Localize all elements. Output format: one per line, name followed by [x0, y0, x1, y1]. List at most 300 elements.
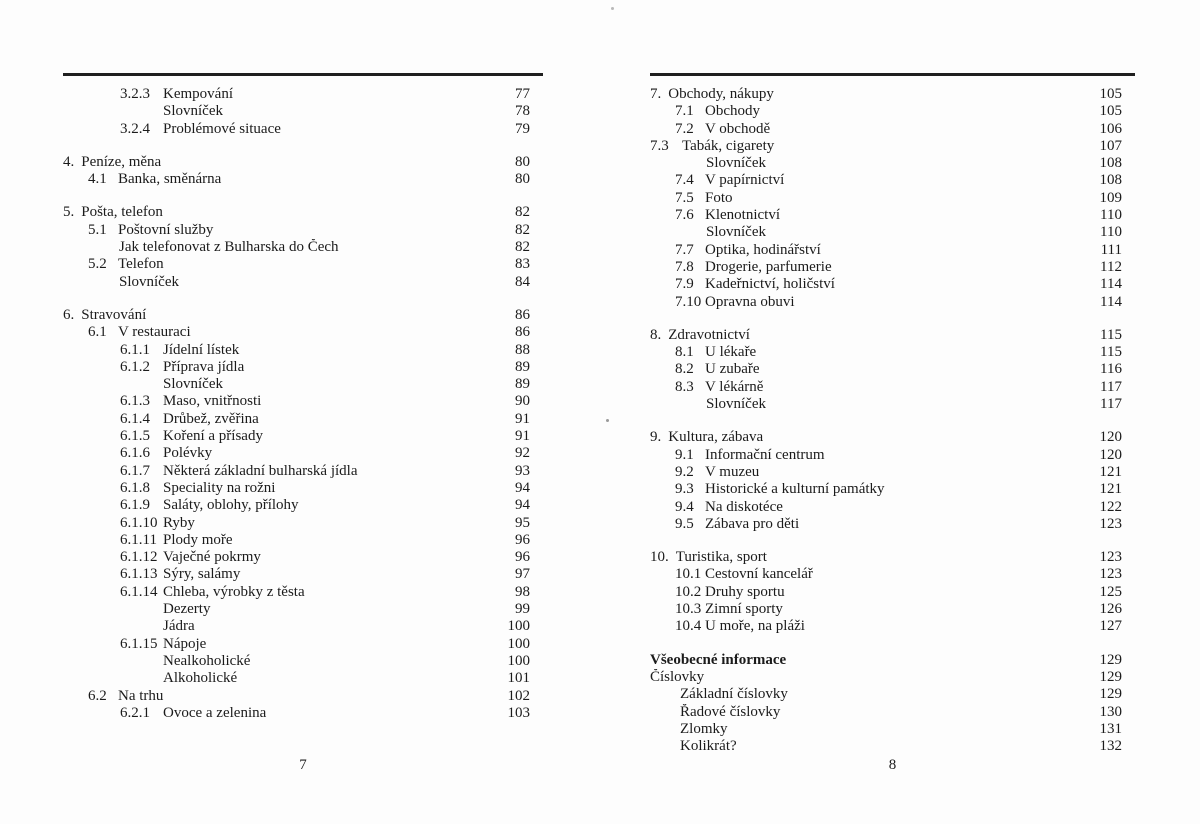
toc-row — [650, 172, 1135, 189]
toc-row — [63, 376, 543, 393]
toc-entry-label: Telefon — [118, 256, 164, 273]
toc-row — [63, 532, 543, 549]
toc-entry-number: 3.2.4 — [120, 120, 150, 137]
toc-entry-number: 3.2.3 — [120, 86, 150, 102]
toc-entry — [120, 532, 488, 549]
toc-row — [650, 121, 1135, 138]
toc-entry — [120, 463, 488, 480]
toc-entry — [675, 464, 1080, 481]
toc-entry-page: 100 — [507, 635, 530, 652]
toc-row — [650, 464, 1135, 481]
toc-entry-number: 6.1.2 — [120, 358, 150, 375]
toc-entry-label: Obchody — [705, 103, 760, 120]
toc-row — [63, 86, 543, 103]
toc-row — [63, 480, 543, 497]
toc-entry-label: Slovníček — [706, 224, 766, 241]
toc-entry-label: U lékaře — [705, 344, 757, 361]
toc-entry-page: 83 — [515, 256, 530, 273]
toc-entry-number: 10.1 — [675, 566, 702, 583]
toc-entry-number: 6.1.5 — [120, 428, 150, 445]
toc-row — [63, 705, 543, 722]
toc-row — [650, 190, 1135, 207]
toc-row — [63, 256, 543, 273]
toc-entry-label: Některá základní bulharská jídla — [163, 462, 358, 479]
toc-row — [650, 259, 1135, 276]
toc-entry-page: 116 — [1100, 361, 1122, 378]
toc-entry-number: 7.10 — [675, 293, 702, 310]
toc-entry-page: 114 — [1100, 293, 1122, 310]
toc-entry — [88, 324, 488, 341]
toc-row — [63, 688, 543, 705]
toc-entry-number: 7.7 — [675, 241, 694, 258]
toc-row — [63, 359, 543, 376]
toc-entry-label: Drogerie, parfumerie — [705, 258, 832, 275]
toc-row — [650, 294, 1135, 311]
toc-entry-label: Sýry, salámy — [163, 566, 241, 583]
toc-entry-label: Všeobecné informace — [650, 651, 787, 668]
toc-entry — [706, 155, 1080, 172]
toc-row — [63, 171, 543, 188]
toc-entry-label: Historické a kulturní památky — [705, 481, 885, 498]
toc-entry — [120, 393, 488, 410]
toc-entry-label: Dezerty — [163, 601, 211, 618]
toc-row — [650, 276, 1135, 293]
toc-entry-label: U moře, na pláži — [705, 618, 805, 635]
toc-row — [650, 669, 1135, 686]
toc-entry — [63, 154, 488, 171]
toc-entry — [120, 342, 488, 359]
toc-entry-number: 9.2 — [675, 463, 694, 480]
toc-entry — [88, 171, 488, 188]
toc-row — [63, 636, 543, 653]
toc-entry-page: 97 — [515, 566, 530, 583]
toc-row — [63, 204, 543, 221]
toc-entry-number: 8.2 — [675, 361, 694, 378]
toc-entry-page: 123 — [1099, 549, 1122, 566]
toc-entry — [120, 86, 488, 103]
toc-entry-page: 99 — [515, 601, 530, 618]
toc-entry — [120, 428, 488, 445]
toc-entry-page: 84 — [515, 273, 530, 290]
toc-entry — [675, 121, 1080, 138]
toc-entry-label: Peníze, měna — [81, 153, 162, 170]
toc-entry-number: 10.2 — [675, 583, 702, 600]
toc-entry-label: Polévky — [163, 445, 213, 462]
toc-entry-page: 105 — [1099, 103, 1122, 120]
toc-entry-page: 123 — [1099, 515, 1122, 532]
toc-entry-page: 78 — [515, 103, 530, 120]
toc-entry-page: 82 — [515, 204, 530, 221]
toc-entry-number: 7.2 — [675, 120, 694, 137]
toc-row — [650, 738, 1135, 755]
toc-entry-label: Poštovní služby — [118, 221, 214, 238]
toc-entry — [120, 636, 488, 653]
toc-entry-label: Cestovní kancelář — [705, 566, 813, 583]
toc-entry — [675, 379, 1080, 396]
toc-entry-page: 100 — [507, 618, 530, 635]
toc-row — [63, 411, 543, 428]
toc-entry-page: 108 — [1099, 172, 1122, 189]
toc-entry — [120, 515, 488, 532]
toc-entry-page: 92 — [515, 445, 530, 462]
toc-entry — [680, 738, 1080, 755]
toc-entry — [120, 121, 488, 138]
toc-entry-label: Řadové číslovky — [680, 703, 781, 720]
toc-row — [63, 601, 543, 618]
toc-row — [63, 121, 543, 138]
toc-entry — [675, 566, 1080, 583]
toc-entry-label: Kultura, zábava — [668, 429, 764, 446]
toc-row — [650, 686, 1135, 703]
toc-entry — [88, 688, 488, 705]
toc-entry-page: 130 — [1099, 703, 1122, 720]
toc-row — [63, 463, 543, 480]
toc-entry-page: 110 — [1100, 224, 1122, 241]
toc-entry-label: Maso, vnitřnosti — [163, 393, 262, 410]
toc-entries — [650, 86, 1135, 755]
toc-entry-label: Jídelní lístek — [163, 341, 240, 358]
toc-entry-page: 82 — [515, 221, 530, 238]
toc-entry-number: 6.1.13 — [120, 566, 158, 583]
toc-entry-page: 115 — [1100, 344, 1122, 361]
toc-entry-number: 6.1.11 — [120, 531, 157, 548]
toc-row — [63, 670, 543, 687]
toc-entry-number: 6.1.14 — [120, 583, 158, 600]
toc-row — [63, 445, 543, 462]
toc-entry — [120, 566, 488, 583]
toc-row — [63, 274, 543, 291]
toc-row — [63, 154, 543, 171]
toc-row — [650, 652, 1135, 669]
toc-entry-page: 91 — [515, 428, 530, 445]
toc-row — [63, 342, 543, 359]
toc-entry-label: Obchody, nákupy — [668, 86, 774, 102]
toc-row — [650, 155, 1135, 172]
toc-row — [63, 324, 543, 341]
toc-entry-number: 9.4 — [675, 498, 694, 515]
toc-entry-page: 102 — [507, 687, 530, 704]
toc-entry — [119, 274, 488, 291]
toc-entry-page: 88 — [515, 341, 530, 358]
toc-entry-label: Kolikrát? — [680, 738, 737, 755]
toc-entry — [680, 686, 1080, 703]
toc-row — [63, 393, 543, 410]
toc-entry-number: 8. — [650, 326, 662, 343]
toc-entry-label: Ryby — [163, 514, 195, 531]
toc-entry-page: 129 — [1099, 668, 1122, 685]
toc-entry-number: 6.1.12 — [120, 549, 158, 566]
toc-entry-number: 6.2.1 — [120, 704, 150, 721]
toc-entry — [675, 207, 1080, 224]
toc-entry-label: Turistika, sport — [675, 549, 767, 566]
toc-entry-number: 6.1.4 — [120, 410, 150, 427]
toc-entry-label: Banka, směnárna — [118, 171, 222, 188]
toc-entry-page: 132 — [1099, 738, 1122, 755]
toc-entry-label: V restauraci — [118, 324, 191, 341]
page-number-footer: 8 — [888, 757, 897, 773]
toc-entry — [675, 276, 1080, 293]
toc-entry-page: 108 — [1099, 155, 1122, 172]
toc-entry — [680, 721, 1080, 738]
toc-entry-label: Foto — [705, 189, 733, 206]
toc-entry-label: V muzeu — [705, 463, 760, 480]
toc-entry-label: Stravování — [81, 306, 147, 323]
toc-entry — [163, 376, 488, 393]
toc-entry-page: 93 — [515, 462, 530, 479]
toc-entry — [88, 256, 488, 273]
toc-entry-number: 6.1.1 — [120, 341, 150, 358]
toc-entry-label: Opravna obuvi — [705, 293, 795, 310]
toc-row — [650, 379, 1135, 396]
toc-entry-label: Druhy sportu — [705, 583, 785, 600]
toc-entry-page: 105 — [1099, 86, 1122, 102]
toc-entry — [650, 138, 1080, 155]
toc-row — [650, 327, 1135, 344]
toc-entry-number: 6.1.15 — [120, 635, 158, 652]
toc-entry-label: Kadeřnictví, holičství — [705, 276, 835, 293]
toc-entry-page: 129 — [1099, 651, 1122, 668]
toc-entry-number: 8.1 — [675, 344, 694, 361]
toc-entry-page: 120 — [1099, 446, 1122, 463]
toc-entry-page: 79 — [515, 120, 530, 137]
toc-entry-page: 129 — [1099, 686, 1122, 703]
toc-row — [650, 429, 1135, 446]
toc-entry-page: 96 — [515, 531, 530, 548]
toc-entry-label: Ovoce a zelenina — [163, 704, 267, 721]
toc-entry-label: Slovníček — [706, 396, 766, 413]
spacer — [63, 291, 543, 307]
toc-entry — [120, 549, 488, 566]
toc-entry-label: Speciality na rožni — [163, 479, 276, 496]
toc-entry-label: Nealkoholické — [163, 652, 251, 669]
toc-row — [63, 653, 543, 670]
toc-entry-number: 6. — [63, 306, 75, 323]
toc-entry-number: 10.4 — [675, 618, 702, 635]
toc-row — [650, 481, 1135, 498]
toc-entry-label: Saláty, oblohy, přílohy — [163, 497, 299, 514]
toc-row — [650, 242, 1135, 259]
toc-row — [63, 549, 543, 566]
toc-row — [63, 239, 543, 256]
toc-row — [650, 361, 1135, 378]
spacer — [650, 311, 1135, 327]
toc-entry-label: Základní číslovky — [680, 686, 788, 703]
toc-entry-label: Na diskotéce — [705, 498, 783, 515]
toc-entry-page: 107 — [1099, 137, 1122, 154]
toc-page-right — [650, 73, 1135, 773]
toc-entry — [706, 224, 1080, 241]
spacer — [63, 188, 543, 204]
toc-entry — [120, 480, 488, 497]
toc-entry — [63, 204, 488, 221]
toc-entry-label: V lékárně — [705, 378, 764, 395]
toc-entry — [88, 222, 488, 239]
toc-row — [63, 222, 543, 239]
header-rule — [650, 73, 1135, 76]
toc-entry-page: 121 — [1099, 463, 1122, 480]
toc-entry-label: U zubaře — [705, 361, 760, 378]
toc-entry-page: 120 — [1099, 429, 1122, 446]
toc-entry — [675, 516, 1080, 533]
toc-entry — [675, 361, 1080, 378]
toc-row — [63, 428, 543, 445]
toc-row — [650, 499, 1135, 516]
toc-entry-label: Zlomky — [680, 720, 728, 737]
toc-row — [650, 224, 1135, 241]
toc-entry-label: Problémové situace — [163, 120, 281, 137]
toc-row — [63, 618, 543, 635]
toc-entry-page: 89 — [515, 376, 530, 393]
toc-entry-number: 7.4 — [675, 172, 694, 189]
toc-entry-page: 125 — [1099, 583, 1122, 600]
toc-entry — [675, 190, 1080, 207]
spacer — [650, 636, 1135, 652]
toc-entry-number: 6.1.3 — [120, 393, 150, 410]
toc-entry-page: 82 — [515, 239, 530, 256]
toc-entry — [650, 549, 1080, 566]
toc-entry-number: 7.5 — [675, 189, 694, 206]
toc-entry-label: Plody moře — [163, 531, 233, 548]
toc-entry-page: 103 — [507, 704, 530, 721]
toc-row — [650, 601, 1135, 618]
toc-entry-label: Vaječné pokrmy — [163, 549, 261, 566]
toc-row — [63, 497, 543, 514]
toc-entry-label: Zdravotnictví — [668, 326, 750, 343]
toc-entry-page: 101 — [507, 670, 530, 687]
toc-entry — [675, 103, 1080, 120]
toc-entry-label: Slovníček — [706, 155, 766, 172]
toc-entry-label: Klenotnictví — [705, 207, 780, 224]
toc-row — [650, 396, 1135, 413]
toc-entry-page: 114 — [1100, 276, 1122, 293]
toc-entry-label: Na trhu — [118, 687, 164, 704]
toc-entry — [163, 103, 488, 120]
toc-entry — [120, 359, 488, 376]
toc-entry — [650, 327, 1080, 344]
toc-row — [650, 721, 1135, 738]
toc-entry-number: 6.1.9 — [120, 497, 150, 514]
toc-entry-page: 110 — [1100, 207, 1122, 224]
toc-entry — [163, 618, 488, 635]
toc-entry-page: 86 — [515, 324, 530, 341]
toc-entry-number: 9. — [650, 429, 662, 446]
toc-entry-number: 7. — [650, 86, 662, 102]
toc-entry-page: 123 — [1099, 566, 1122, 583]
toc-entry-page: 111 — [1100, 241, 1122, 258]
toc-row — [63, 103, 543, 120]
toc-entry-number: 6.1.10 — [120, 514, 158, 531]
scan-speck — [606, 419, 609, 422]
toc-row — [650, 566, 1135, 583]
toc-entry-number: 7.6 — [675, 207, 694, 224]
toc-row — [63, 515, 543, 532]
spacer — [650, 413, 1135, 429]
toc-row — [650, 618, 1135, 635]
toc-row — [650, 549, 1135, 566]
toc-entry-number: 9.5 — [675, 515, 694, 532]
toc-entry-label: Slovníček — [119, 273, 179, 290]
toc-entry-number: 7.8 — [675, 258, 694, 275]
toc-entry-number: 6.2 — [88, 687, 107, 704]
toc-entry — [675, 584, 1080, 601]
toc-entry-page: 117 — [1100, 378, 1122, 395]
toc-entry-number: 9.1 — [675, 446, 694, 463]
toc-entry — [680, 704, 1080, 721]
toc-entry-number: 9.3 — [675, 481, 694, 498]
toc-entry-page: 112 — [1100, 258, 1122, 275]
toc-entry-label: Tabák, cigarety — [682, 137, 775, 154]
toc-entry-page: 94 — [515, 497, 530, 514]
toc-row — [650, 138, 1135, 155]
toc-entry — [650, 652, 1080, 669]
toc-entry — [675, 481, 1080, 498]
toc-entry-page: 90 — [515, 393, 530, 410]
toc-entry — [650, 429, 1080, 446]
toc-entry-number: 5.2 — [88, 256, 107, 273]
toc-entry-page: 117 — [1100, 396, 1122, 413]
toc-entry-page: 122 — [1099, 498, 1122, 515]
toc-entry-page: 94 — [515, 479, 530, 496]
toc-entry — [675, 344, 1080, 361]
toc-entry — [120, 445, 488, 462]
toc-entry — [120, 705, 488, 722]
toc-entry — [675, 499, 1080, 516]
toc-entry-label: Jak telefonovat z Bulharska do Čech — [119, 239, 339, 256]
toc-entry-label: Optika, hodinářství — [705, 241, 821, 258]
toc-row — [650, 584, 1135, 601]
toc-entry — [675, 601, 1080, 618]
toc-entry-label: V papírnictví — [705, 172, 785, 189]
toc-entry-number: 10. — [650, 549, 669, 566]
spacer — [650, 533, 1135, 549]
toc-entry — [650, 669, 1080, 686]
toc-entry-label: Nápoje — [163, 635, 207, 652]
toc-entry — [675, 294, 1080, 311]
toc-entry-number: 4.1 — [88, 171, 107, 188]
toc-entry — [120, 411, 488, 428]
toc-entry — [163, 670, 488, 687]
toc-entry-page: 131 — [1099, 720, 1122, 737]
toc-entry — [119, 239, 488, 256]
toc-entry-number: 4. — [63, 153, 75, 170]
toc-entry — [120, 584, 488, 601]
toc-entry-page: 86 — [515, 306, 530, 323]
toc-entry-number: 10.3 — [675, 601, 702, 618]
toc-entry-number: 5.1 — [88, 221, 107, 238]
toc-entry-page: 96 — [515, 549, 530, 566]
toc-entry-page: 80 — [515, 171, 530, 188]
toc-entry-page: 89 — [515, 358, 530, 375]
toc-entry-label: Alkoholické — [163, 670, 238, 687]
toc-entry-label: Kempování — [163, 86, 233, 102]
toc-row — [650, 344, 1135, 361]
toc-entry-number: 6.1.7 — [120, 462, 150, 479]
toc-entry-label: V obchodě — [705, 120, 771, 137]
spacer — [63, 138, 543, 154]
toc-row — [63, 307, 543, 324]
toc-entry-page: 95 — [515, 514, 530, 531]
toc-row — [650, 103, 1135, 120]
toc-entry-page: 98 — [515, 583, 530, 600]
toc-row — [63, 584, 543, 601]
toc-entry-label: Informační centrum — [705, 446, 825, 463]
header-rule — [63, 73, 543, 76]
toc-row — [650, 704, 1135, 721]
toc-entry-page: 77 — [515, 86, 530, 102]
toc-entry-page: 109 — [1099, 189, 1122, 206]
toc-entry-number: 6.1.8 — [120, 479, 150, 496]
toc-entry-page: 106 — [1099, 120, 1122, 137]
